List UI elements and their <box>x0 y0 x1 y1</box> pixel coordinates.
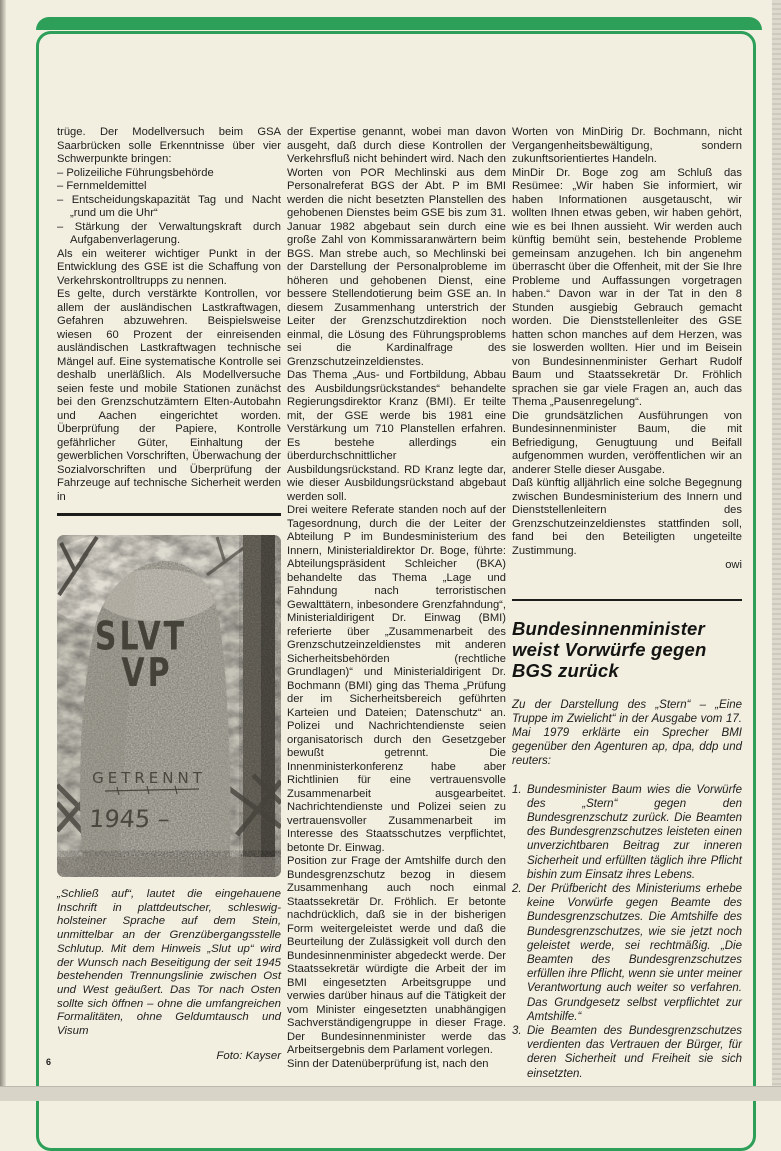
stone-carving-1945 <box>88 805 171 833</box>
numbered-item <box>512 783 742 882</box>
item-number: 1. <box>512 783 522 796</box>
list-item: – Stärkung der Verwaltungskraft durch Aufgabenverlagerung. <box>57 220 281 246</box>
paragraph: Es gelte, durch verstärkte Kontrollen, vor allem der ausländischen Lastkraftwagen, Gefahren abzuwehren. Beispielsweise wiesen 60 Prozent der einreisenden ausländischen Lastkraftwagen technische Mängel auf. Eine systematische Kontrolle sei deshalb unerläßlich. Als Modellversuche seien feste und mobile Stationen zunächst bei den Grenzschutzämtern Elten-Autobahn und Aachen eingerichtet worden. Überprüfung der Papiere, Kontrolle gefährlicher Güter, Einhaltung der gewerblichen Vorschriften, Überwachung der Sozialvorschriften und Überprüfung der Fahrzeuge auf technische Sicherheit werden in <box>57 288 281 503</box>
article-title <box>512 618 742 681</box>
svg-text:1945 –: 1945 – <box>88 805 171 833</box>
item-text: Die Beamten des Bundesgrenzschutzes verdienten das Vertrauen der Bürger, für deren Sicherheit und Freiheit sie sich einsetzten. <box>527 1024 742 1080</box>
list-item: – Fernmeldemittel <box>57 180 147 192</box>
green-top-band <box>36 17 762 30</box>
article-divider-rule <box>512 599 742 601</box>
paragraph: Position zur Frage der Amtshilfe durch den Bundesgrenzschutz bezog in diesem Zusammenhang auch noch einmal Staatssekretär Dr. Fröhlich. Er betonte nachdrücklich, daß sie in der bisherigen Form weitergeleistet werde und daß die Beurteilung der Zulässigkeit voll durch den Bundesinnenminister abgedeckt werde. Der Staatssekretär würdigte die Arbeit der im BMI eingesetzten Arbeitsgruppe und verwies darüber hinaus auf die Tätigkeit der vom Minister eingesetzten unabhängigen Sachverständigengruppe in dieser Frage. Der Bundesinnenminister werde das Arbeitsergebnis dem Parlament vorlegen. <box>287 855 506 1056</box>
column-1 <box>57 126 281 1064</box>
author-byline: owi <box>725 559 742 571</box>
list-item: – Entscheidungskapazität Tag und Nacht „rund um die Uhr“ <box>57 193 281 219</box>
paragraph: Worten von MinDirig Dr. Bochmann, nicht Vergangenheitsbewältigung, sondern zukunftsorientiertes Handeln. <box>512 126 742 165</box>
paragraph: Daß künftig alljährlich eine solche Begegnung zwischen Bundesministerium des Innern und Dienststellenleitern des Grenzschutzeinzeldienstes stattfinden soll, fand bei den Beteiligten ungeteilte Zustimmung. <box>512 477 742 557</box>
article-title-line: weist Vorwürfe gegen <box>512 638 707 660</box>
scan-edge-right <box>772 0 781 1100</box>
paragraph: MinDir Dr. Boge zog am Schluß das Resümee: „Wir haben Sie informiert, wir haben Informationen ausgetauscht, wir wollten Ihnen etwas geben, wir haben gehört, wie es bei Ihnen aussieht. Wir werden auch künftig bemüht sein, bestehende Probleme gemeinsam anzugehen. Ich bin angenehm überrascht über die Offenheit, mit der Sie Ihre Probleme und Auffassungen vorgetragen haben.“ Davon war in der Tat in den 8 Stunden ausgiebig Gebrauch gemacht worden. Die Dienststellenleiter des GSE hatten schon manches auf dem Herzen, was sie loswerden wollten. Hier und im Beisein von Bundesinnenminister Gerhart Rudolf Baum und Staatssekretär Dr. Fröhlich sprachen sie gar viele Fragen an, auch das Thema „Pausenregelung“. <box>512 166 742 408</box>
photo-credit: Foto: Kayser <box>216 1050 281 1063</box>
stone-carving-getrennt: GETRENNT <box>92 769 206 787</box>
column-2 <box>287 126 506 1071</box>
article-intro: Zu der Darstellung des „Stern“ – „Eine Truppe im Zwielicht“ in der Ausgabe vom 17. Mai 1979 erklärte ein Sprecher BMI gegenüber den Agenturen ap, dpa, ddp und reuters: <box>512 698 742 768</box>
list-item: – Polizeiliche Führungsbehörde <box>57 166 214 179</box>
item-text: Bundesminister Baum wies die Vorwürfe des „Stern“ gegen den Bundesgrenzschutz zurück. Die Beamten des Bundesgrenzschutzes leisteten einen unverzichtbaren Beitrag zur inneren Sicherheit und erfüllten täglich ihre Pflicht bishin zum Einsatz ihres Lebens. <box>527 783 742 881</box>
paragraph: Drei weitere Referate standen noch auf der Tagesordnung, durch die der Leiter der Abteilung P im Bundesministerium des Innern, Ministerialdirektor Dr. Boge, führte: Abteilungspräsident Schleicher (BKA) behandelte das Thema „Lage und Fahndung nach terroristischen Gewalttätern, inbesondere Grenzfahndung“, Ministerialdirigent Dr. Einwag (BMI) referierte über „Zusammenarbeit des Grenzschutzeinzeldienstes mit anderen Sicherheitsbehörden (rechtliche Grundlagen)“ und Ministerialdirigent Dr. Bochmann (BMI) ging das Thema „Prüfung der im Sicherheitsbereich geführten Karteien und Dateien; Datenschutz“ an. Polizei und Nachrichtendienste seien organisatorisch durch den Gesetzgeber bewußt getrennt. Die Innenministerkonferenz habe aber Richtlinien für eine vertrauensvolle Zusammenarbeit ausgearbeitet. Nachrichtendienste und Polizei seien zu vertrauensvoller Zusammenarbeit im Interesse des Staatsschutzes verpflichtet, betonte Dr. Einwag. <box>287 504 506 854</box>
paragraph: Sinn der Datenüberprüfung ist, nach den <box>287 1057 489 1070</box>
stone-carving-vp: VP <box>121 651 173 696</box>
numbered-item <box>512 882 742 1024</box>
paragraph: Das Thema „Aus- und Fortbildung, Abbau des Ausbildungsrückstandes“ behandelte Regierungsdirektor Kranz (BMI). Er teilte mit, der GSE werde bis 1981 eine Verstärkung um 710 Planstellen erfahren. Es bestehe allerdings ein überdurchschnittlicher Ausbildungsrückstand. RD Kranz legte dar, wie dieser Ausbildungsrückstand abgebaut werden soll. <box>287 369 506 503</box>
numbered-item <box>512 1024 742 1081</box>
item-number: 2. <box>512 882 522 895</box>
paragraph: Als ein weiterer wichtiger Punkt in der Entwicklung des GSE ist die Schaffung von Verkehrskontrolltrupps zu nennen. <box>57 247 281 287</box>
column-3 <box>512 126 742 1081</box>
paragraph: Die grundsätzlichen Ausführungen von Bundesinnenminister Baum, die mit Befriedigung, Genugtuung und Beifall aufgenommen wurden, veröffentlichen wir an anderer Stelle dieser Ausgabe. <box>512 409 742 476</box>
article-title-line: Bundesinnenminister <box>512 617 705 639</box>
stone-carving-slvt: SLVT <box>94 614 188 660</box>
stone-monument-photo <box>57 535 281 877</box>
item-text: Der Prüfbericht des Ministeriums erhebe keine Vorwürfe gegen Beamte des Bundesgrenzschutzes. Die Amtshilfe des Bundesgrenzschutzes, wie sie jetzt noch geleistet werde, sei rechtmäßig. „Die Beamten des Bundesgrenzschutzes erfüllen ihre Pflicht, wenn sie unter meiner Verantwortung auch weiter so verfahren. Das Grundgesetz selbst verpflichtet zur Amtshilfe.“ <box>527 882 742 1023</box>
column-divider-rule <box>57 513 281 516</box>
photo-caption: „Schließ auf“, lautet die eingehauene Inschrift in plattdeutscher, schleswig-holsteiner Sprache auf dem Stein, unmittelbar an der Grenzübergangsstelle Schlutup. Mit dem Hinweis „Slut up“ wird der Wunsch nach Beseitigung der seit 1945 bestehenden Trennungslinie zwischen Ost und West geäußert. Das Tor nach Osten sollte sich öffnen – ohne die umfangreichen Formalitäten, ohne Geldumtausch und Visum <box>57 888 281 1038</box>
paragraph: der Expertise genannt, wobei man davon ausgeht, daß durch diese Kontrollen der Verkehrsfluß nicht behindert wird. Nach den Worten von POR Mechlinski aus dem Personalreferat BGS der Abt. P im BMI werden die nicht besetzten Planstellen des gehobenen Dienstes beim GSE bis zum 31. Januar 1982 abgebaut sein durch eine große Zahl von Kommissaranwärtern beim BGS. Man strebe auch, so Mechlinski bei der Darstellung der Personalprobleme im höheren und gehobenen Dienst, eine bessere Stellendotierung beim GSE an. In diesem Zusammenhang unterstrich der Leiter der Grenzschutzdirektion noch einmal, die Lösung des Führungsproblems sei die Kardinalfrage des Grenzschutzeinzeldienstes. <box>287 126 506 368</box>
scan-edge-left <box>0 0 6 1100</box>
article-title-line: BGS zurück <box>512 659 619 681</box>
scan-edge-bottom <box>0 1086 781 1101</box>
item-number: 3. <box>512 1024 522 1037</box>
paragraph: trüge. Der Modellversuch beim GSA Saarbrücken solle Erkenntnisse über vier Schwerpunkte bringen: <box>57 126 281 165</box>
page-number: 6 <box>46 1057 52 1067</box>
numbered-list <box>512 783 742 1081</box>
